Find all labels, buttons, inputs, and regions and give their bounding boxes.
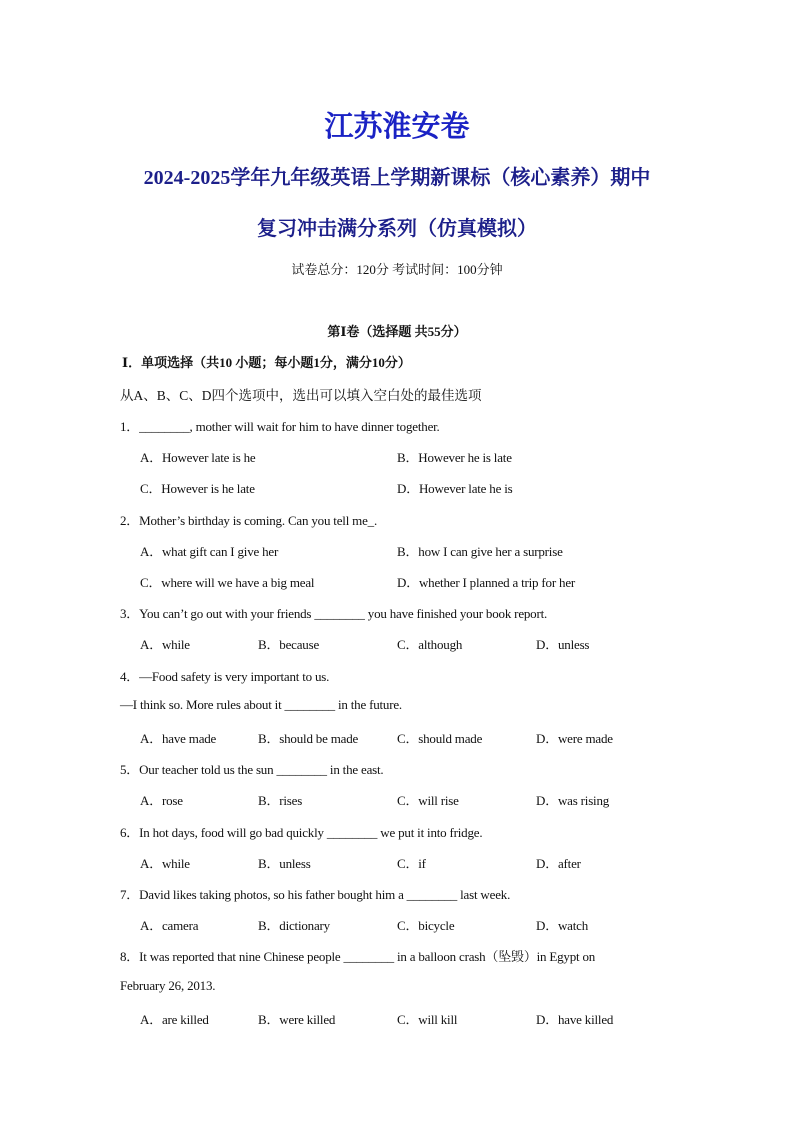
option-c: C．However is he late (140, 481, 255, 497)
part-heading: 第Ⅰ卷（选择题 共55分） (327, 324, 467, 339)
option-c: C．bicycle (397, 918, 455, 934)
question-text: 7．David likes taking photos, so his father bought him a ________ last week. (120, 887, 511, 902)
option-d: D．after (536, 855, 581, 871)
option-a: A．while (140, 855, 190, 871)
question-text: 2．Mother’s birthday is coming. Can you tell me_. (120, 512, 377, 528)
option-c: C．although (397, 637, 463, 653)
question-text: —I think so. More rules about it ________ in the future. (120, 696, 402, 712)
option-a: A．have made (140, 731, 217, 746)
option-b: B．However he is late (397, 450, 512, 466)
option-a: A．rose (140, 793, 183, 809)
option-a: A．However late is he (140, 450, 256, 466)
section-heading: Ⅰ．单项选择（共10 小题；每小题1分，满分10分） (122, 355, 411, 370)
document-subtitle-line2: 复习冲击满分系列（仿真模拟） (257, 218, 537, 240)
question-text: February 26, 2013. (120, 977, 216, 993)
option-d: D．have killed (536, 1011, 614, 1027)
option-a: A．while (140, 637, 190, 653)
option-b: B．dictionary (258, 918, 330, 934)
option-d: D．unless (536, 637, 590, 653)
option-d: D．was rising (536, 793, 610, 809)
option-d: D．watch (536, 918, 589, 934)
option-b: B．were killed (258, 1011, 336, 1027)
document-subtitle-line1: 2024-2025学年九年级英语上学期新课标（核心素养）期中 (143, 167, 651, 189)
option-a: A．what gift can I give her (140, 543, 279, 559)
option-b: B．unless (258, 855, 311, 871)
option-d: D．whether I planned a trip for her (397, 575, 576, 590)
document-title: 江苏淮安卷 (324, 111, 470, 143)
question-text: 3．You can’t go out with your friends ________ you have finished your book report. (120, 606, 548, 622)
option-b: B．how I can give her a surprise (397, 543, 563, 559)
option-c: C．will rise (397, 793, 459, 809)
option-d: D．However late he is (397, 481, 513, 497)
option-a: A．are killed (140, 1011, 209, 1027)
option-b: B．rises (258, 793, 303, 809)
section-instruction: 从A、B、C、D四个选项中，选出可以填入空白处的最佳选项 (120, 388, 482, 403)
question-text: 8．It was reported that nine Chinese people ________ in a balloon crash（坠毁）in Egypt on (120, 949, 596, 965)
question-text: 1．________, mother will wait for him to have dinner together. (120, 419, 440, 434)
option-c: C．where will we have a big meal (140, 575, 315, 590)
option-b: B．because (258, 637, 320, 653)
option-d: D．were made (536, 731, 613, 746)
option-a: A．camera (140, 918, 199, 934)
option-b: B．should be made (258, 731, 359, 746)
option-c: C．will kill (397, 1011, 458, 1027)
score-and-time-info: 试卷总分：120分 考试时间：100分钟 (291, 262, 503, 277)
question-text: 6．In hot days, food will go bad quickly ________ we put it into fridge. (120, 824, 483, 840)
option-c: C．if (397, 855, 426, 871)
question-text: 4．—Food safety is very important to us. (120, 668, 330, 684)
question-text: 5．Our teacher told us the sun ________ in the east. (120, 762, 384, 778)
option-c: C．should made (397, 731, 483, 746)
